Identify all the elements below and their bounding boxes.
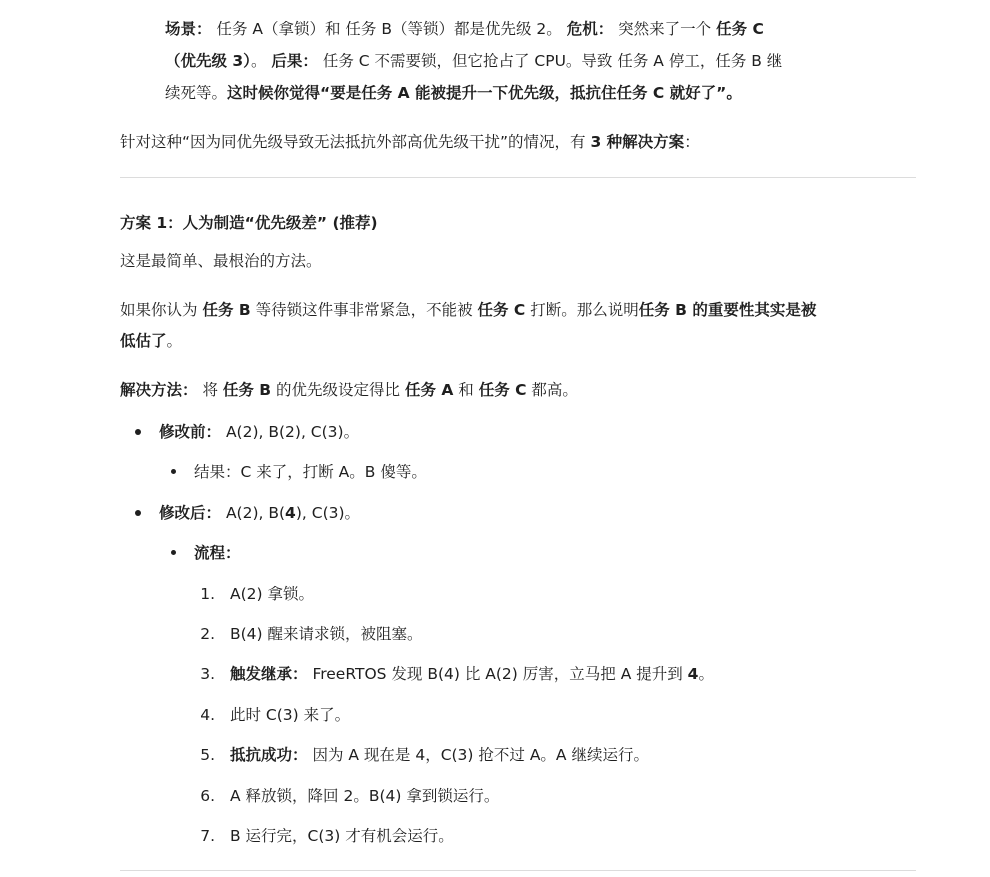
step-text: A 释放锁，降回 2。B(4) 拿到锁运行。 xyxy=(230,787,500,805)
scenario-line-2 xyxy=(165,50,782,72)
task-b-bold: 任务 B xyxy=(222,381,272,399)
text: 都高。 xyxy=(526,381,578,399)
step-number: 1. xyxy=(200,585,215,603)
bullet-icon xyxy=(171,550,176,555)
step-number: 3. xyxy=(200,665,215,683)
step-number: 7. xyxy=(200,827,215,845)
step-text: 。 xyxy=(698,665,714,683)
text: 和 xyxy=(453,381,479,399)
task-c-bold: 任务 C xyxy=(477,301,526,319)
text: 等待锁这件事非常紧急，不能被 xyxy=(250,301,478,319)
step-item xyxy=(230,744,649,766)
after-value: A(2), B( xyxy=(221,504,286,522)
step-item xyxy=(230,663,714,685)
crisis-text: 突然来了一个 xyxy=(613,20,717,38)
flow-label: 流程： xyxy=(194,544,241,562)
divider xyxy=(120,870,916,871)
intro-colon: ： xyxy=(684,133,700,151)
before-label: 修改前： xyxy=(159,423,222,441)
step-item xyxy=(230,825,454,847)
task-c-bold: 任务 C xyxy=(478,381,527,399)
separator: 。 xyxy=(250,52,272,70)
text: 如果你认为 xyxy=(120,301,203,319)
step-number: 2. xyxy=(200,625,215,643)
intro-count-bold: 3 种解决方案 xyxy=(590,133,685,151)
step-item xyxy=(230,623,423,645)
step-label: 触发继承： xyxy=(230,665,308,683)
crisis-label: 危机： xyxy=(566,20,614,38)
step-number: 6. xyxy=(200,787,215,805)
importance-bold: 任务 B 的重要性其实是被 xyxy=(638,301,817,319)
priority-3-bold: （优先级 3） xyxy=(165,52,251,70)
bullet-icon xyxy=(171,469,176,474)
consequence-text: 任务 C 不需要锁，但它抢占了 CPU。导致 任务 A 停工，任务 B 继 xyxy=(317,52,783,70)
scenario-text: 任务 A（拿锁）和 任务 B（等锁）都是优先级 2。 xyxy=(211,20,567,38)
paragraph-importance-1 xyxy=(120,299,816,321)
step-text: A(2) 拿锁。 xyxy=(230,585,314,603)
task-a-bold: 任务 A xyxy=(404,381,454,399)
bullet-icon xyxy=(135,510,141,516)
text: 打断。那么说明 xyxy=(525,301,639,319)
list-item-after xyxy=(159,502,360,524)
step-number: 5. xyxy=(200,746,215,764)
step-text: B 运行完，C(3) 才有机会运行。 xyxy=(230,827,454,845)
after-value-bold: 4 xyxy=(285,504,296,522)
scenario-label: 场景： xyxy=(165,20,212,38)
step-item xyxy=(230,583,314,605)
task-c-bold: 任务 C xyxy=(716,20,764,38)
period: 。 xyxy=(166,332,183,350)
divider xyxy=(120,177,916,178)
list-item-before xyxy=(159,421,359,443)
bullet-icon xyxy=(135,429,141,435)
step-bold-value: 4 xyxy=(687,665,699,683)
step-label: 抵抗成功： xyxy=(230,746,308,764)
list-item-flow xyxy=(194,542,241,564)
step-text: B(4) 醒来请求锁，被阻塞。 xyxy=(230,625,423,643)
method-label: 解决方法： xyxy=(120,381,198,399)
step-number: 4. xyxy=(200,706,215,724)
intro-text: 针对这种“因为同优先级导致无法抵抗外部高优先级干扰”的情况，有 xyxy=(120,133,591,151)
scenario-line-3 xyxy=(165,82,742,104)
before-value: A(2), B(2), C(3)。 xyxy=(221,423,360,441)
list-item-before-result: 结果：C 来了，打断 A。B 傻等。 xyxy=(194,463,427,481)
solution-1-desc: 这是最简单、最根治的方法。 xyxy=(120,252,322,270)
method-paragraph xyxy=(120,379,578,401)
after-value: ), C(3)。 xyxy=(295,504,361,522)
step-text: FreeRTOS 发现 B(4) 比 A(2) 厉害，立马把 A 提升到 xyxy=(307,665,688,683)
after-label: 修改后： xyxy=(159,504,222,522)
step-item xyxy=(230,704,350,726)
scenario-tail: 续死等。 xyxy=(165,84,228,102)
step-text: 此时 C(3) 来了。 xyxy=(230,706,351,724)
heading-text: 方案 1：人为制造“优先级差” (推荐) xyxy=(120,214,378,232)
task-b-bold: 任务 B xyxy=(202,301,251,319)
wish-bold: 这时候你觉得“要是任务 A 能被提升一下优先级，抵抗住任务 C 就好了”。 xyxy=(227,84,742,102)
underestimated-bold: 低估了 xyxy=(120,332,167,350)
intro-paragraph xyxy=(120,131,700,153)
scenario-line-1 xyxy=(165,18,764,40)
text: 将 xyxy=(197,381,223,399)
step-item xyxy=(230,785,499,807)
consequence-label: 后果： xyxy=(271,52,318,70)
text: 的优先级设定得比 xyxy=(271,381,405,399)
step-text: 因为 A 现在是 4，C(3) 抢不过 A。A 继续运行。 xyxy=(307,746,649,764)
solution-1-heading xyxy=(120,212,378,234)
paragraph-importance-2 xyxy=(120,330,182,352)
